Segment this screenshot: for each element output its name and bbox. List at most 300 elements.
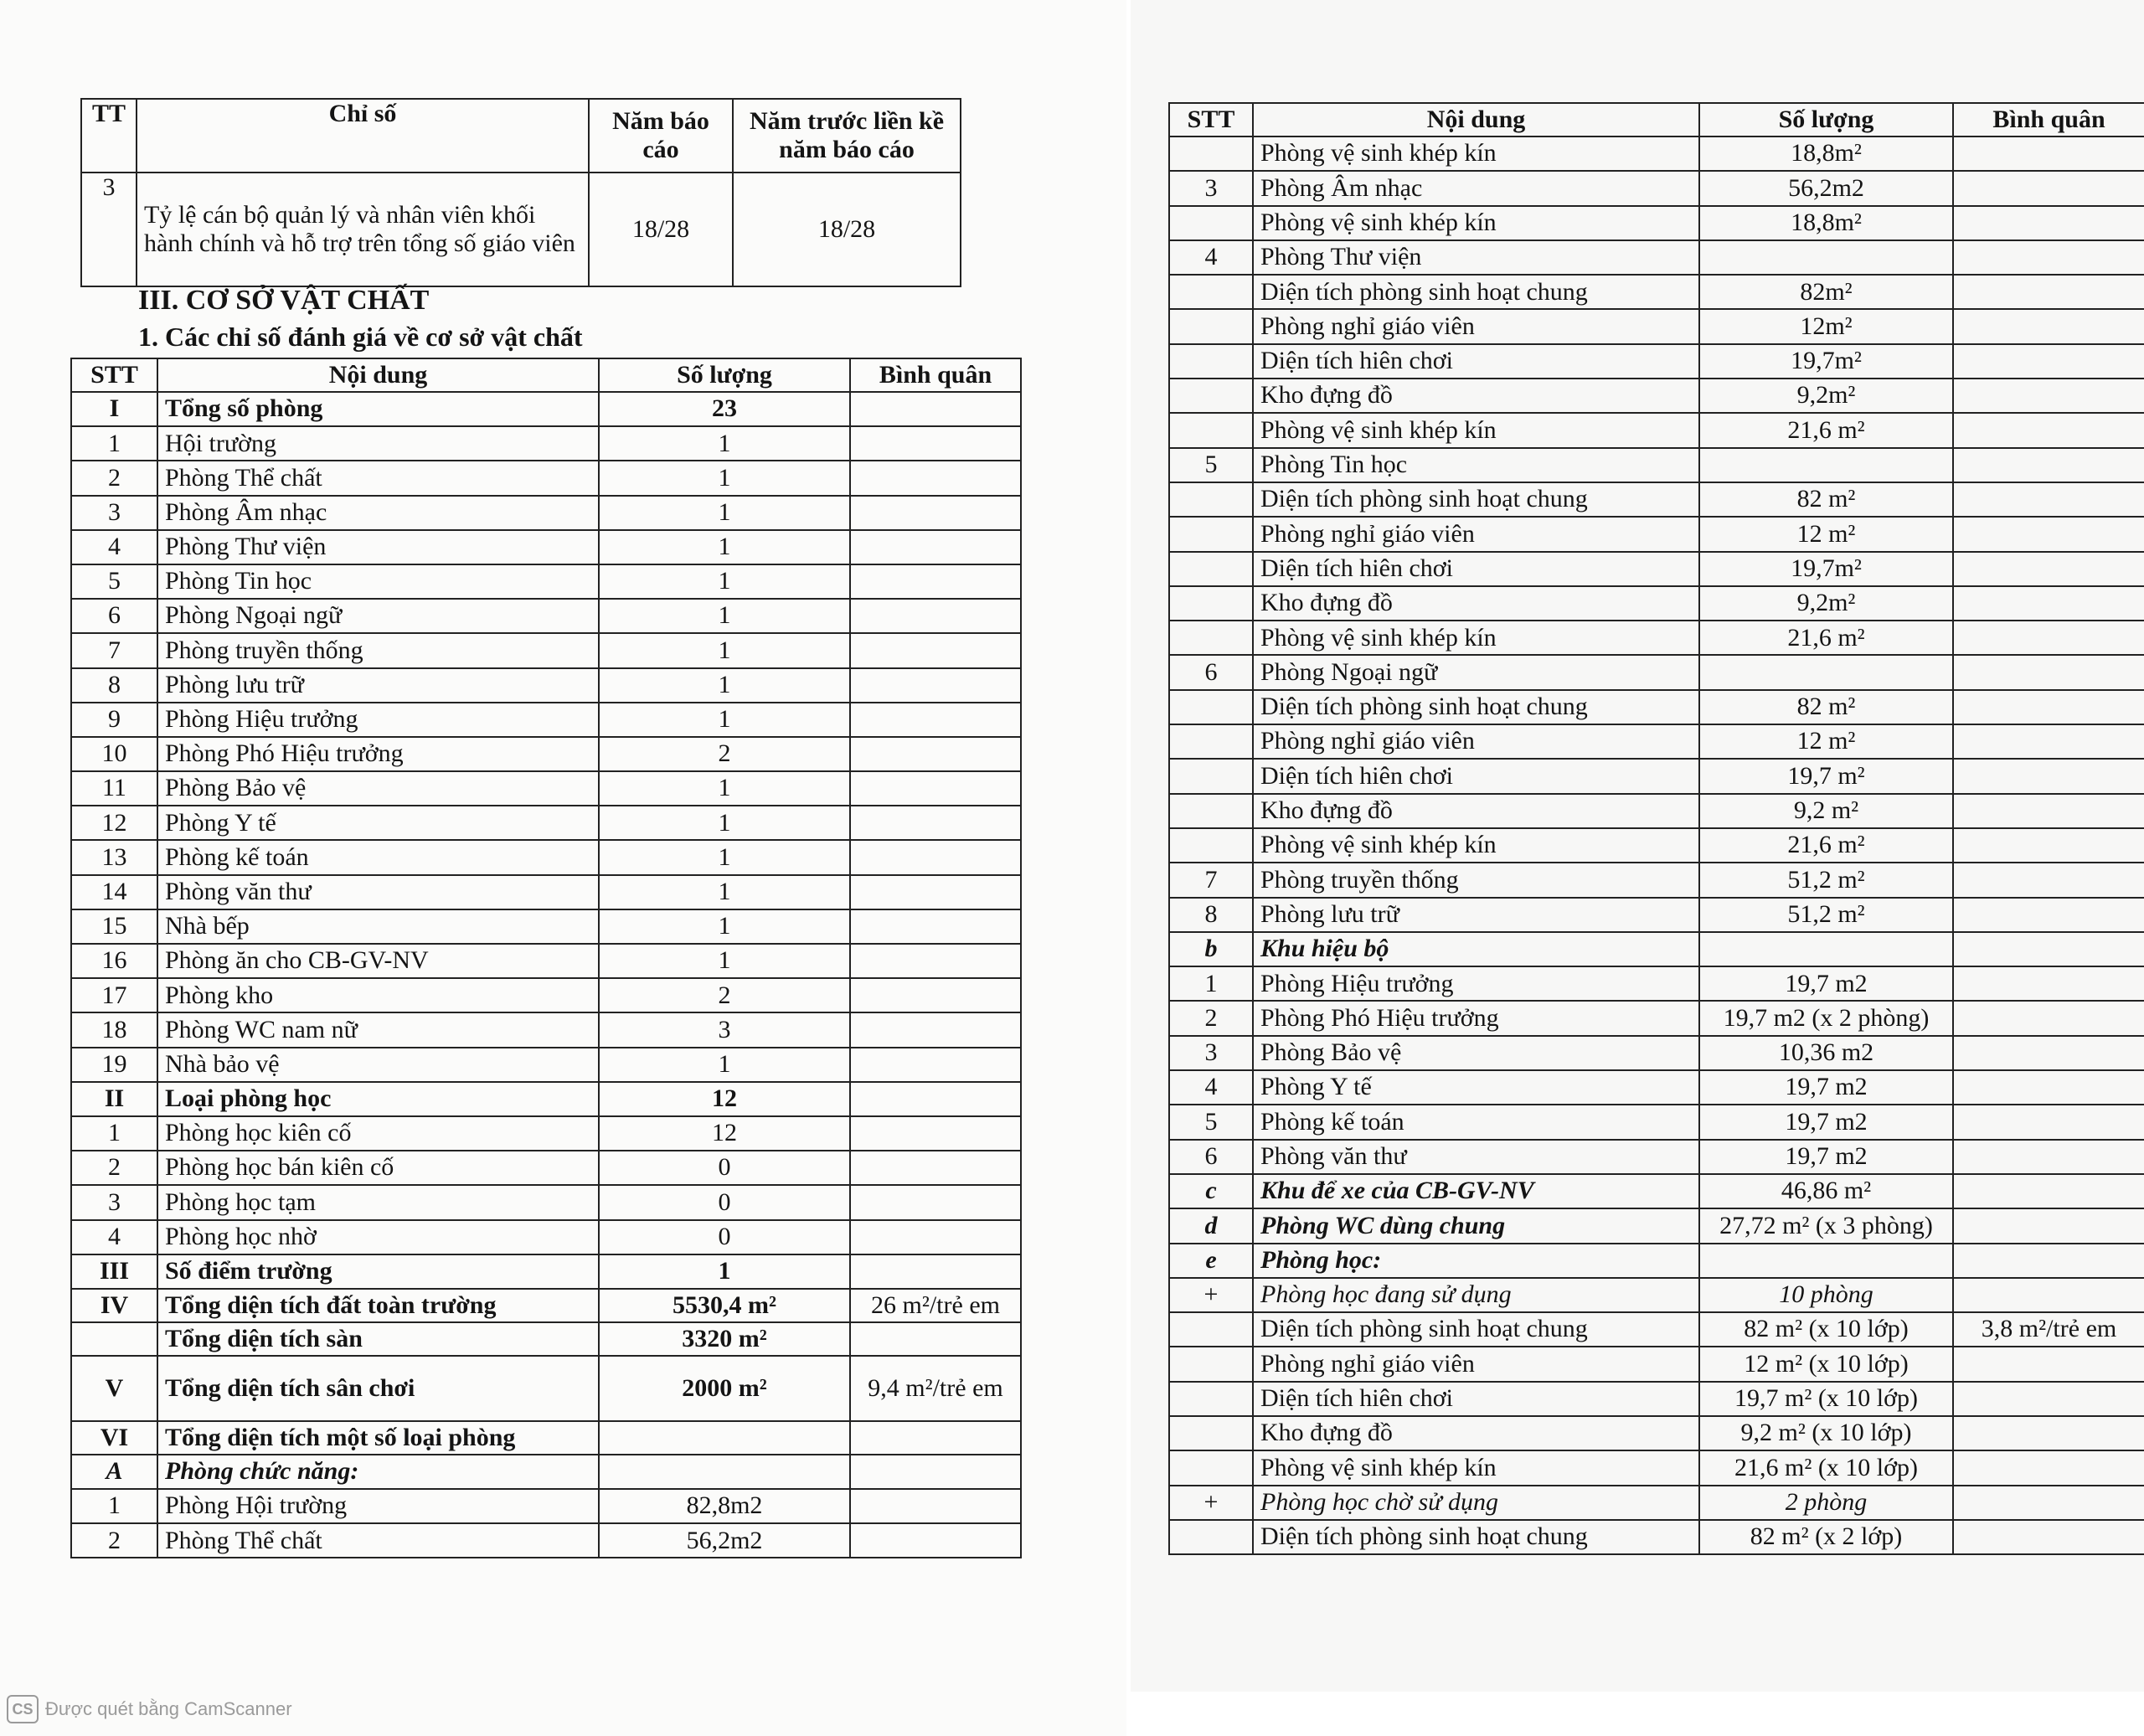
table-row [1169, 1001, 2144, 1035]
content-cell: Số điểm trường [157, 1254, 599, 1289]
table-row [71, 1082, 1021, 1116]
table-row [1169, 898, 2144, 932]
header-noi-dung: Nội dung [157, 358, 599, 392]
content-cell: Phòng lưu trữ [1253, 898, 1699, 932]
stt-cell: 2 [71, 1151, 157, 1185]
scanner-watermark [7, 1695, 292, 1723]
table-row [71, 1421, 1021, 1455]
average-cell [1953, 1486, 2144, 1520]
quantity-cell: 1 [599, 703, 850, 737]
table-row [71, 1289, 1021, 1322]
quantity-cell: 82,8m2 [599, 1489, 850, 1523]
table-row [1169, 413, 2144, 447]
stt-cell: + [1169, 1278, 1253, 1312]
average-cell [1953, 1174, 2144, 1208]
quantity-cell: 1 [599, 771, 850, 806]
content-cell: Tổng diện tích sàn [157, 1322, 599, 1356]
row-nam-truoc: 18/28 [733, 173, 961, 286]
average-cell [1953, 1070, 2144, 1105]
content-cell: Hội trường [157, 426, 599, 461]
stt-cell: d [1169, 1208, 1253, 1243]
content-cell: Phòng học chờ sử dụng [1253, 1486, 1699, 1520]
quantity-cell [599, 1455, 850, 1489]
quantity-cell: 1 [599, 806, 850, 840]
quantity-cell: 3 [599, 1012, 850, 1047]
table-row [71, 1151, 1021, 1185]
content-cell: Phòng Ngoại ngữ [157, 599, 599, 633]
content-cell: Phòng Y tế [1253, 1070, 1699, 1105]
table-row [1169, 828, 2144, 863]
stt-cell: e [1169, 1244, 1253, 1278]
content-cell: Phòng chức năng: [157, 1455, 599, 1489]
stt-cell [1169, 828, 1253, 863]
average-cell [1953, 275, 2144, 309]
average-cell [1953, 898, 2144, 932]
average-cell [1953, 379, 2144, 413]
stt-cell: 6 [71, 599, 157, 633]
content-cell: Khu để xe của CB-GV-NV [1253, 1174, 1699, 1208]
quantity-cell: 23 [599, 392, 850, 426]
quantity-cell [1699, 240, 1953, 275]
content-cell: Phòng Âm nhạc [1253, 171, 1699, 205]
quantity-cell: 18,8m² [1699, 206, 1953, 240]
average-cell [1953, 448, 2144, 482]
stt-cell: 3 [1169, 171, 1253, 205]
table-row [1169, 759, 2144, 793]
average-cell [850, 1455, 1021, 1489]
quantity-cell: 2 phòng [1699, 1486, 1953, 1520]
content-cell: Phòng văn thư [1253, 1140, 1699, 1174]
header-stt: STT [71, 358, 157, 392]
watermark-text: Được quét bằng CamScanner [45, 1698, 292, 1719]
average-cell [1953, 344, 2144, 379]
table-row [71, 426, 1021, 461]
average-cell [1953, 137, 2144, 171]
average-cell [850, 944, 1021, 978]
quantity-cell: 0 [599, 1185, 850, 1219]
quantity-cell: 9,2 m² (x 10 lớp) [1699, 1416, 1953, 1450]
average-cell [850, 806, 1021, 840]
stt-cell: 16 [71, 944, 157, 978]
table-row [71, 1523, 1021, 1558]
stt-cell: V [71, 1356, 157, 1421]
average-cell [1953, 724, 2144, 759]
stt-cell: I [71, 392, 157, 426]
quantity-cell: 82 m² (x 2 lớp) [1699, 1520, 1953, 1554]
quantity-cell: 82 m² (x 10 lớp) [1699, 1312, 1953, 1347]
average-cell [850, 1151, 1021, 1185]
header-binh-quan: Bình quân [850, 358, 1021, 392]
stt-cell: III [71, 1254, 157, 1289]
stt-cell: 11 [71, 771, 157, 806]
quantity-cell: 82 m² [1699, 482, 1953, 517]
table-row [1169, 171, 2144, 205]
average-cell [1953, 1450, 2144, 1485]
average-cell [1953, 552, 2144, 586]
average-cell [850, 599, 1021, 633]
average-cell [850, 668, 1021, 703]
average-cell [1953, 828, 2144, 863]
quantity-cell: 1 [599, 1048, 850, 1082]
content-cell: Diện tích hiên chơi [1253, 552, 1699, 586]
average-cell [850, 496, 1021, 530]
content-cell: Phòng Bảo vệ [157, 771, 599, 806]
header-noi-dung: Nội dung [1253, 103, 1699, 137]
average-cell [850, 392, 1021, 426]
quantity-cell: 82m² [1699, 275, 1953, 309]
stt-cell: 9 [71, 703, 157, 737]
average-cell [850, 1012, 1021, 1047]
average-cell: 9,4 m²/trẻ em [850, 1356, 1021, 1421]
content-cell: Phòng Thư viện [157, 530, 599, 564]
area-table [1168, 102, 2144, 1555]
stt-cell: 2 [1169, 1001, 1253, 1035]
quantity-cell: 9,2m² [1699, 379, 1953, 413]
stt-cell [1169, 1347, 1253, 1381]
stt-cell [1169, 275, 1253, 309]
table-row [1169, 206, 2144, 240]
content-cell: Diện tích phòng sinh hoạt chung [1253, 482, 1699, 517]
average-cell [850, 1322, 1021, 1356]
content-cell: Phòng Phó Hiệu trưởng [157, 737, 599, 771]
quantity-cell: 2000 m² [599, 1356, 850, 1421]
quantity-cell: 27,72 m² (x 3 phòng) [1699, 1208, 1953, 1243]
table-row [1169, 1036, 2144, 1070]
quantity-cell: 19,7m² [1699, 552, 1953, 586]
quantity-cell: 1 [599, 875, 850, 909]
table-row [1169, 1208, 2144, 1243]
table-row [71, 944, 1021, 978]
quantity-cell: 19,7 m² [1699, 759, 1953, 793]
quantity-cell: 21,6 m² [1699, 413, 1953, 447]
stt-cell: 1 [71, 426, 157, 461]
average-cell [850, 633, 1021, 667]
stt-cell: 8 [71, 668, 157, 703]
average-cell [1953, 206, 2144, 240]
content-cell: Phòng học tạm [157, 1185, 599, 1219]
quantity-cell: 1 [599, 909, 850, 944]
stt-cell [1169, 1312, 1253, 1347]
average-cell [1953, 1347, 2144, 1381]
stt-cell: 1 [1169, 966, 1253, 1001]
content-cell: Phòng vệ sinh khép kín [1253, 1450, 1699, 1485]
table-row [71, 1048, 1021, 1082]
stt-cell [1169, 309, 1253, 343]
average-cell [1953, 1208, 2144, 1243]
table-row [71, 737, 1021, 771]
content-cell: Phòng vệ sinh khép kín [1253, 413, 1699, 447]
stt-cell: 1 [71, 1116, 157, 1151]
average-cell [850, 875, 1021, 909]
content-cell: Phòng WC nam nữ [157, 1012, 599, 1047]
table-row [71, 875, 1021, 909]
average-cell [850, 426, 1021, 461]
average-cell [850, 1116, 1021, 1151]
stt-cell: 10 [71, 737, 157, 771]
content-cell: Phòng học nhờ [157, 1220, 599, 1254]
average-cell [1953, 1036, 2144, 1070]
quantity-cell: 21,6 m² [1699, 828, 1953, 863]
content-cell: Nhà bếp [157, 909, 599, 944]
average-cell [1953, 794, 2144, 828]
average-cell [850, 1421, 1021, 1455]
table-row [1169, 379, 2144, 413]
table-row [1169, 863, 2144, 897]
quantity-cell: 12 m² [1699, 724, 1953, 759]
stt-cell [1169, 1450, 1253, 1485]
quantity-cell [1699, 932, 1953, 966]
content-cell: Phòng ăn cho CB-GV-NV [157, 944, 599, 978]
row-nam-bao-cao: 18/28 [589, 173, 733, 286]
stt-cell: 8 [1169, 898, 1253, 932]
average-cell [1953, 1520, 2144, 1554]
table-row [1169, 1520, 2144, 1554]
stt-cell: + [1169, 1486, 1253, 1520]
content-cell: Kho đựng đồ [1253, 379, 1699, 413]
average-cell [850, 1254, 1021, 1289]
content-cell: Phòng học bán kiên cố [157, 1151, 599, 1185]
quantity-cell: 1 [599, 633, 850, 667]
quantity-cell: 19,7 m2 [1699, 1105, 1953, 1139]
content-cell: Phòng văn thư [157, 875, 599, 909]
average-cell [850, 1489, 1021, 1523]
quantity-cell: 12m² [1699, 309, 1953, 343]
table-row [1169, 932, 2144, 966]
content-cell: Kho đựng đồ [1253, 586, 1699, 621]
stt-cell: 2 [71, 461, 157, 495]
table-row [71, 530, 1021, 564]
stt-cell: b [1169, 932, 1253, 966]
average-cell [1953, 1382, 2144, 1416]
content-cell: Diện tích hiên chơi [1253, 759, 1699, 793]
content-cell: Phòng vệ sinh khép kín [1253, 621, 1699, 655]
table-row [71, 1455, 1021, 1489]
stt-cell: 19 [71, 1048, 157, 1082]
content-cell: Loại phòng học [157, 1082, 599, 1116]
quantity-cell: 18,8m² [1699, 137, 1953, 171]
quantity-cell: 9,2 m² [1699, 794, 1953, 828]
quantity-cell: 1 [599, 668, 850, 703]
header-nam-bao-cao: Năm báo cáo [589, 99, 733, 173]
table-row [71, 633, 1021, 667]
table-row [1169, 137, 2144, 171]
stt-cell: 3 [71, 1185, 157, 1219]
content-cell: Phòng Âm nhạc [157, 496, 599, 530]
table-row [1169, 1105, 2144, 1139]
row-tt: 3 [81, 173, 137, 286]
indicator-table [80, 98, 961, 287]
quantity-cell: 19,7m² [1699, 344, 1953, 379]
average-cell [850, 909, 1021, 944]
average-cell [1953, 1278, 2144, 1312]
stt-cell [1169, 137, 1253, 171]
content-cell: Diện tích phòng sinh hoạt chung [1253, 1520, 1699, 1554]
content-cell: Kho đựng đồ [1253, 1416, 1699, 1450]
content-cell: Phòng vệ sinh khép kín [1253, 828, 1699, 863]
content-cell: Phòng nghỉ giáo viên [1253, 724, 1699, 759]
stt-cell [1169, 413, 1253, 447]
quantity-cell: 21,6 m² [1699, 621, 1953, 655]
stt-cell [1169, 552, 1253, 586]
quantity-cell: 1 [599, 944, 850, 978]
stt-cell: 13 [71, 840, 157, 874]
quantity-cell: 3320 m² [599, 1322, 850, 1356]
table-row [71, 1012, 1021, 1047]
table-row [71, 909, 1021, 944]
header-nam-truoc: Năm trước liền kề năm báo cáo [733, 99, 961, 173]
content-cell: Phòng nghỉ giáo viên [1253, 517, 1699, 551]
table-row [1169, 621, 2144, 655]
average-cell [850, 978, 1021, 1012]
average-cell [1953, 932, 2144, 966]
table-row [1169, 1312, 2144, 1347]
stt-cell [1169, 517, 1253, 551]
content-cell: Tổng diện tích đất toàn trường [157, 1289, 599, 1322]
table-row [1169, 482, 2144, 517]
stt-cell: 3 [1169, 1036, 1253, 1070]
stt-cell [1169, 759, 1253, 793]
content-cell: Nhà bảo vệ [157, 1048, 599, 1082]
stt-cell: 15 [71, 909, 157, 944]
content-cell: Phòng kế toán [157, 840, 599, 874]
content-cell: Diện tích hiên chơi [1253, 344, 1699, 379]
stt-cell: 3 [71, 496, 157, 530]
average-cell [850, 530, 1021, 564]
content-cell: Phòng truyền thống [157, 633, 599, 667]
average-cell [850, 771, 1021, 806]
average-cell: 3,8 m²/trẻ em [1953, 1312, 2144, 1347]
header-chi-so: Chỉ số [137, 99, 589, 173]
quantity-cell: 19,7 m2 (x 2 phòng) [1699, 1001, 1953, 1035]
stt-cell [1169, 1382, 1253, 1416]
content-cell: Phòng học đang sử dụng [1253, 1278, 1699, 1312]
table-row [71, 668, 1021, 703]
quantity-cell: 51,2 m² [1699, 898, 1953, 932]
table-row [1169, 240, 2144, 275]
quantity-cell: 10 phòng [1699, 1278, 1953, 1312]
quantity-cell: 0 [599, 1220, 850, 1254]
table-row [1169, 1450, 2144, 1485]
average-cell [850, 1220, 1021, 1254]
table-row [71, 1220, 1021, 1254]
stt-cell: 7 [1169, 863, 1253, 897]
quantity-cell: 19,7 m2 [1699, 1070, 1953, 1105]
stt-cell: c [1169, 1174, 1253, 1208]
average-cell [850, 1048, 1021, 1082]
table-row [71, 806, 1021, 840]
stt-cell: IV [71, 1289, 157, 1322]
content-cell: Phòng WC dùng chung [1253, 1208, 1699, 1243]
stt-cell: 4 [1169, 1070, 1253, 1105]
content-cell: Phòng kho [157, 978, 599, 1012]
content-cell: Tổng số phòng [157, 392, 599, 426]
table-row [71, 1116, 1021, 1151]
content-cell: Diện tích phòng sinh hoạt chung [1253, 275, 1699, 309]
content-cell: Diện tích phòng sinh hoạt chung [1253, 1312, 1699, 1347]
content-cell: Khu hiệu bộ [1253, 932, 1699, 966]
table-row [1169, 275, 2144, 309]
content-cell: Phòng nghỉ giáo viên [1253, 1347, 1699, 1381]
average-cell [850, 461, 1021, 495]
stt-cell: II [71, 1082, 157, 1116]
average-cell [850, 564, 1021, 599]
table-row [1169, 1244, 2144, 1278]
stt-cell [1169, 344, 1253, 379]
table-row [1169, 1486, 2144, 1520]
camscanner-icon: CS [7, 1695, 39, 1723]
stt-cell: 4 [1169, 240, 1253, 275]
table-row [1169, 1278, 2144, 1312]
table-row [71, 771, 1021, 806]
quantity-cell: 1 [599, 426, 850, 461]
average-cell [1953, 1416, 2144, 1450]
average-cell [850, 1185, 1021, 1219]
average-cell [1953, 1244, 2144, 1278]
table-row [1169, 966, 2144, 1001]
stt-cell: 18 [71, 1012, 157, 1047]
stt-cell [1169, 690, 1253, 724]
stt-cell [1169, 482, 1253, 517]
quantity-cell: 21,6 m² (x 10 lớp) [1699, 1450, 1953, 1485]
average-cell [1953, 863, 2144, 897]
quantity-cell: 19,7 m² (x 10 lớp) [1699, 1382, 1953, 1416]
average-cell [850, 1082, 1021, 1116]
stt-cell [1169, 206, 1253, 240]
content-cell: Phòng Hiệu trưởng [157, 703, 599, 737]
content-cell: Tổng diện tích một số loại phòng [157, 1421, 599, 1455]
stt-cell: 6 [1169, 1140, 1253, 1174]
stt-cell: 5 [1169, 448, 1253, 482]
content-cell: Phòng Thể chất [157, 1523, 599, 1558]
stt-cell: 17 [71, 978, 157, 1012]
quantity-cell: 56,2m2 [599, 1523, 850, 1558]
average-cell [1953, 655, 2144, 689]
table-row [71, 1489, 1021, 1523]
facility-table [70, 358, 1022, 1558]
content-cell: Kho đựng đồ [1253, 794, 1699, 828]
content-cell: Tổng diện tích sân chơi [157, 1356, 599, 1421]
table-row [1169, 1140, 2144, 1174]
table-row [1169, 1347, 2144, 1381]
stt-cell [1169, 1520, 1253, 1554]
quantity-cell: 1 [599, 496, 850, 530]
quantity-cell: 1 [599, 530, 850, 564]
table-row [71, 703, 1021, 737]
table-row [1169, 794, 2144, 828]
table-row [1169, 1382, 2144, 1416]
content-cell: Phòng Thể chất [157, 461, 599, 495]
quantity-cell: 56,2m2 [1699, 171, 1953, 205]
content-cell: Phòng Ngoại ngữ [1253, 655, 1699, 689]
quantity-cell: 0 [599, 1151, 850, 1185]
average-cell [1953, 171, 2144, 205]
quantity-cell [1699, 655, 1953, 689]
subsection-title: 1. Các chỉ số đánh giá về cơ sở vật chất [138, 322, 583, 352]
content-cell: Phòng học: [1253, 1244, 1699, 1278]
section-title: III. CƠ SỞ VẬT CHẤT [138, 285, 430, 316]
content-cell: Phòng Y tế [157, 806, 599, 840]
table-row [71, 461, 1021, 495]
table-row [71, 1185, 1021, 1219]
table-row [71, 1254, 1021, 1289]
table-row [71, 978, 1021, 1012]
average-cell [1953, 1140, 2144, 1174]
stt-cell: A [71, 1455, 157, 1489]
header-so-luong: Số lượng [1699, 103, 1953, 137]
content-cell: Diện tích phòng sinh hoạt chung [1253, 690, 1699, 724]
content-cell: Phòng lưu trữ [157, 668, 599, 703]
quantity-cell: 1 [599, 599, 850, 633]
